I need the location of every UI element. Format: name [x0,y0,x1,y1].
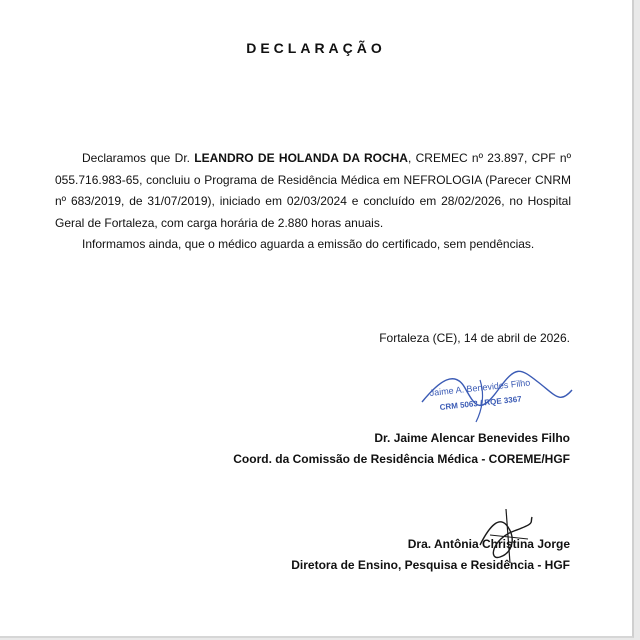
stamp-line-2: CRM 5063 / RQE 3367 [439,394,523,412]
signatory-2-role: Diretora de Ensino, Pesquisa e Residência - HGF [291,558,570,572]
date-line: Fortaleza (CE), 14 de abril de 2026. [379,331,570,345]
declaration-paragraph [55,148,571,234]
resident-name: LEANDRO DE HOLANDA DA ROCHA [194,151,408,165]
stamp-line-1: Jaime A. Benevides Filho [429,377,531,398]
paragraph-details: , CREMEC nº 23.897, CPF nº 055.716.983-65, concluiu o Programa de Residência Médica em NEFROLOGIA (Parecer CNRM nº 683/2019, de 31/07/2019), iniciado em 02/03/2024 e concluído em 28/02/2026, no Hospital Geral de Fortaleza, com carga horária de 2.880 horas anuais. [55,151,571,230]
handwritten-signature [470,505,540,565]
signatory-1-role: Coord. da Comissão de Residência Médica - COREME/HGF [233,452,570,466]
signatory-1-name: Dr. Jaime Alencar Benevides Filho [374,431,570,445]
document-title: DECLARAÇÃO [246,40,386,56]
signature-stamp [410,360,580,430]
signatory-2-name: Dra. Antônia Christina Jorge [407,537,570,551]
declaration-body [55,148,571,256]
certificate-paragraph: Informamos ainda, que o médico aguarda a emissão do certificado, sem pendências. [82,237,535,251]
paragraph-prefix: Declaramos que Dr. [82,151,195,165]
